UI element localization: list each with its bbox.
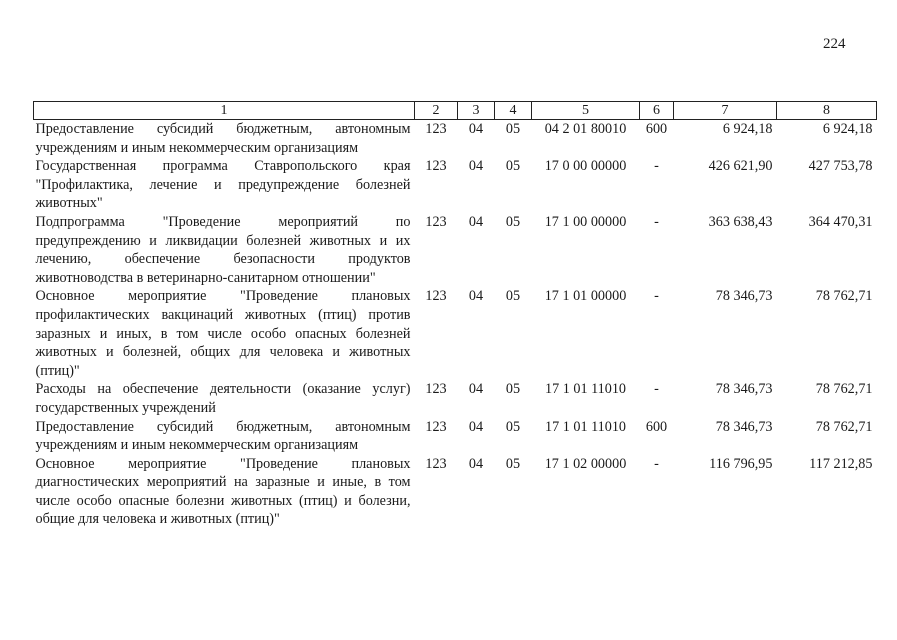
row-ministry-code: 123: [425, 381, 447, 398]
row-amount-year2: 78 762,71: [815, 288, 873, 305]
row-amount-year2: 117 212,85: [809, 455, 873, 472]
row-section-code: 04: [468, 455, 484, 472]
page-number: 224: [823, 36, 846, 52]
row-ministry-code: 123: [425, 288, 447, 305]
row-expense-type: -: [654, 213, 659, 230]
row-target-code: 17 1 00 00000: [544, 213, 627, 230]
column-header-2: 2: [415, 102, 458, 120]
column-header-3: 3: [458, 102, 495, 120]
row-name: Расходы на обеспечение деятельности (оказание услуг) государственных учреждений: [35, 381, 411, 416]
table-row: [34, 213, 877, 287]
column-header-5: 5: [532, 102, 640, 120]
row-expense-type: -: [654, 158, 659, 175]
row-amount-year2: 78 762,71: [815, 418, 873, 435]
row-name: Предоставление субсидий бюджетным, автономным учреждениям и иным некоммерческим организациям: [35, 121, 411, 156]
row-amount-year1: 6 924,18: [722, 121, 773, 137]
row-name: Предоставление субсидий бюджетным, автономным учреждениям и иным некоммерческим организациям: [35, 418, 411, 454]
row-expense-type: -: [654, 381, 659, 398]
row-target-code: 17 1 01 11010: [544, 418, 627, 435]
row-amount-year2: 78 762,71: [815, 381, 873, 398]
row-amount-year2: 6 924,18: [822, 121, 873, 137]
row-ministry-code: 123: [425, 158, 447, 175]
table-body: [34, 120, 877, 530]
row-subsection-code: 05: [505, 158, 521, 175]
row-ministry-code: 123: [425, 121, 447, 137]
row-target-code: 17 1 01 00000: [544, 288, 627, 305]
row-amount-year1: 78 346,73: [715, 288, 773, 305]
table-row: [34, 418, 877, 455]
row-subsection-code: 05: [505, 121, 521, 137]
row-amount-year1: 363 638,43: [708, 213, 773, 230]
row-expense-type: 600: [645, 418, 668, 435]
table-row: [34, 455, 877, 529]
row-name: Основное мероприятие "Проведение плановых профилактических вакцинаций животных (птиц) против заразных и иных, в том числе особо опасных болезней животных и болезней, общих для человека и животных (птиц)": [35, 288, 411, 379]
table-header: [34, 102, 877, 120]
row-subsection-code: 05: [505, 418, 521, 435]
header-row: [34, 102, 877, 120]
column-header-6: 6: [640, 102, 674, 120]
row-section-code: 04: [468, 213, 484, 230]
row-expense-type: -: [654, 455, 659, 472]
row-section-code: 04: [468, 288, 484, 305]
row-target-code: 17 1 02 00000: [544, 455, 627, 472]
row-expense-type: 600: [645, 121, 668, 137]
table-row: [34, 380, 877, 417]
row-subsection-code: 05: [505, 381, 521, 398]
column-header-7: 7: [674, 102, 777, 120]
row-target-code: 17 0 00 00000: [544, 158, 627, 175]
row-section-code: 04: [468, 158, 484, 175]
row-expense-type: -: [654, 288, 659, 305]
row-target-code: 17 1 01 11010: [544, 381, 627, 398]
column-header-8: 8: [777, 102, 877, 120]
row-section-code: 04: [468, 381, 484, 398]
column-header-1: 1: [34, 102, 415, 120]
row-section-code: 04: [468, 418, 484, 435]
row-name: Основное мероприятие "Проведение плановых диагностических мероприятий на заразные и иные, в том числе особо опасные болезни животных (птиц) и болезни, общие для человека и животных (птиц)": [35, 455, 411, 528]
row-ministry-code: 123: [425, 455, 447, 472]
row-amount-year1: 78 346,73: [715, 418, 773, 435]
row-amount-year2: 364 470,31: [808, 213, 873, 230]
row-subsection-code: 05: [505, 455, 521, 472]
budget-table: [33, 101, 877, 529]
row-amount-year2: 427 753,78: [808, 158, 873, 175]
row-subsection-code: 05: [505, 213, 521, 230]
table-row: [34, 120, 877, 158]
row-ministry-code: 123: [425, 213, 447, 230]
row-name: Подпрограмма "Проведение мероприятий по предупреждению и ликвидации болезней животных и их лечению, обеспечение безопасности продуктов животноводства в ветеринарно-санитарном отношении": [35, 213, 411, 286]
row-amount-year1: 426 621,90: [708, 158, 773, 175]
row-amount-year1: 78 346,73: [715, 381, 773, 398]
column-header-4: 4: [495, 102, 532, 120]
row-name: Государственная программа Ставропольского края "Профилактика, лечение и предупреждение болезней животных": [35, 158, 411, 212]
table-row: [34, 157, 877, 213]
row-target-code: 04 2 01 80010: [544, 121, 627, 137]
table-row: [34, 287, 877, 380]
row-section-code: 04: [468, 121, 484, 137]
row-subsection-code: 05: [505, 288, 521, 305]
row-amount-year1: 116 796,95: [709, 455, 773, 472]
row-ministry-code: 123: [425, 418, 447, 435]
